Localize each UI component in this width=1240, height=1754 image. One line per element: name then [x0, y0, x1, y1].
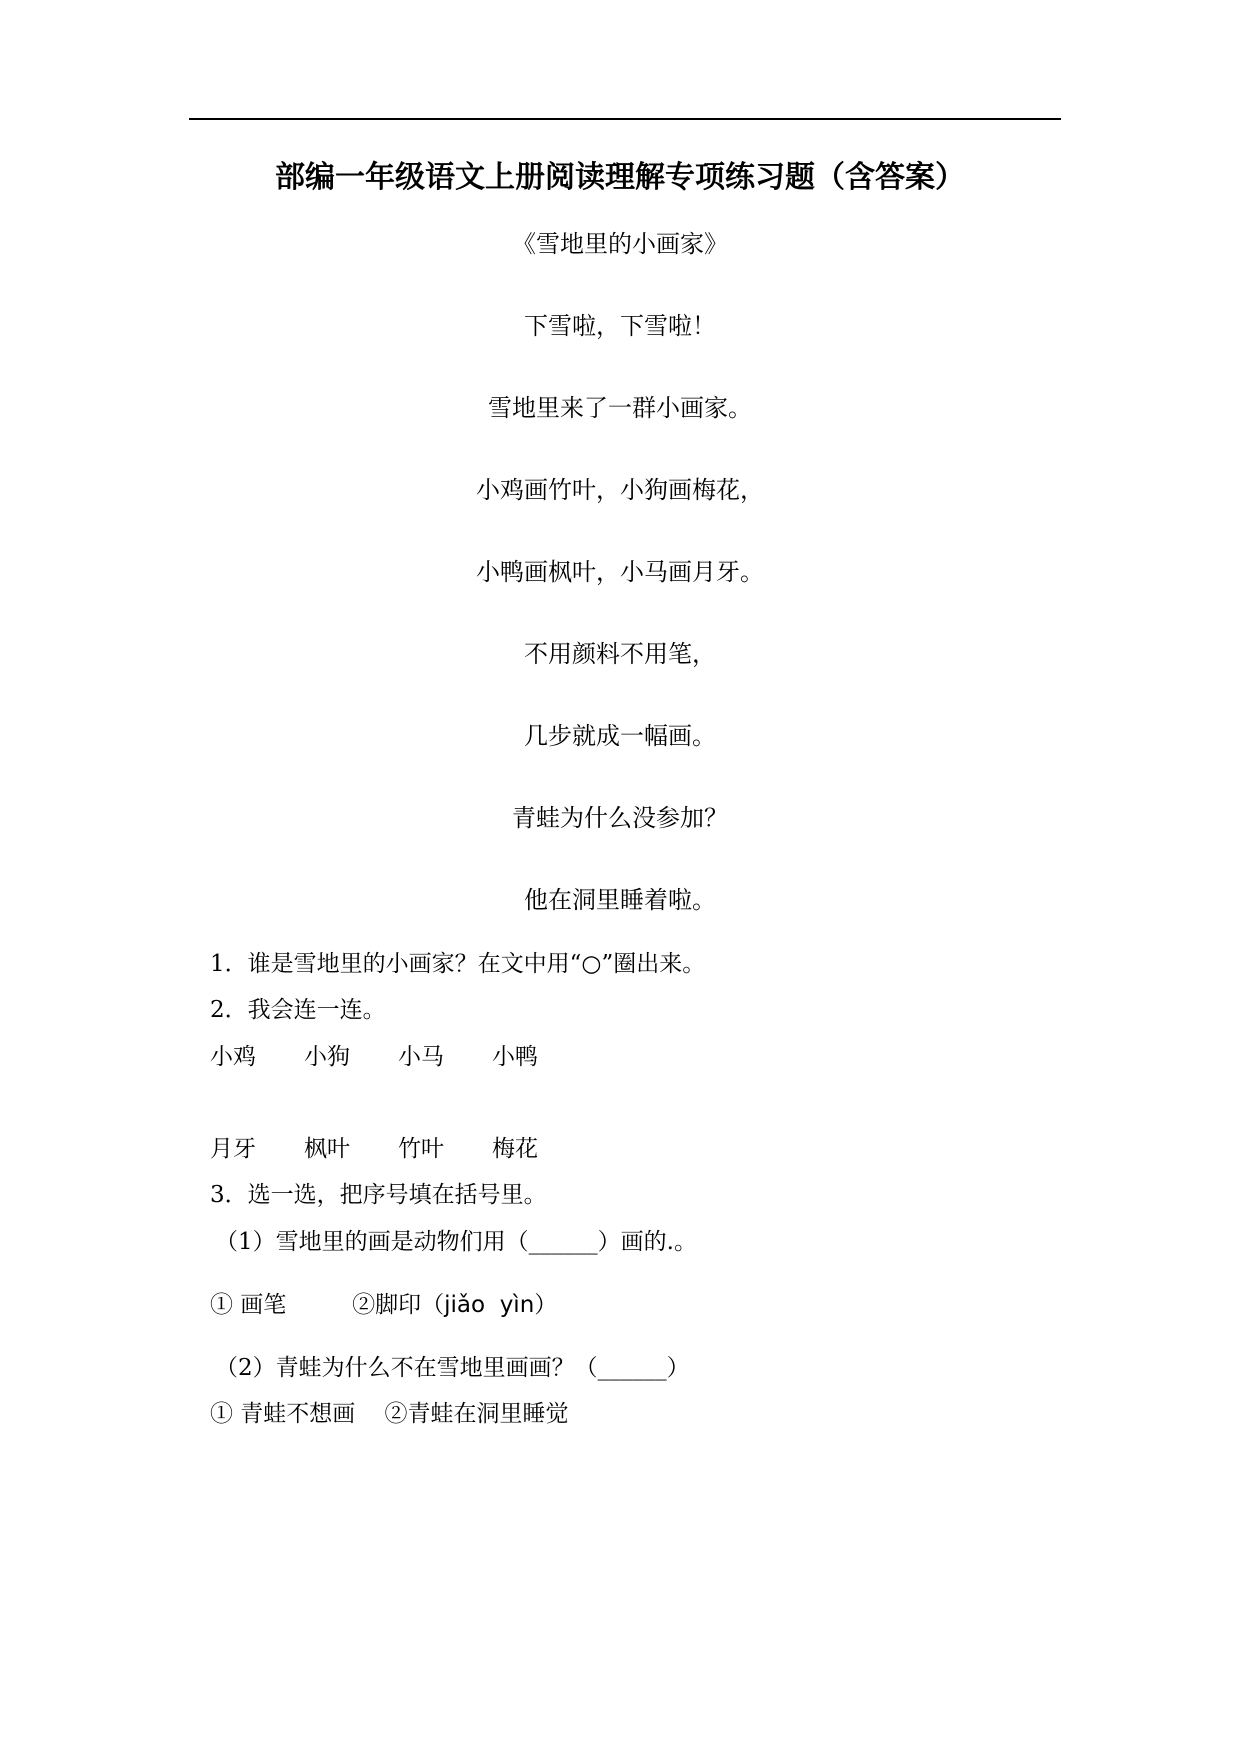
question-3-sub-1: （1）雪地里的画是动物们用（______）画的.。 — [215, 1229, 697, 1255]
poem-line-5: 不用颜料不用笔， — [524, 640, 716, 668]
animal-word: 小狗 — [304, 1044, 350, 1070]
poem-line-1: 下雪啦，下雪啦！ — [524, 312, 716, 340]
drawing-word: 枫叶 — [304, 1136, 350, 1162]
poem-line-2: 雪地里来了一群小画家。 — [488, 394, 752, 422]
drawing-word: 梅花 — [492, 1136, 538, 1162]
animal-word: 小鸭 — [492, 1044, 538, 1070]
option-a: ① 画笔 — [210, 1292, 287, 1318]
option-b-suffix: ） — [534, 1292, 558, 1318]
animal-word: 小马 — [398, 1044, 444, 1070]
poem-title: 《雪地里的小画家》 — [512, 230, 728, 258]
question-3-sub-2: （2）青蛙为什么不在雪地里画画？（______） — [215, 1355, 690, 1381]
poem-line-7: 青蛙为什么没参加？ — [512, 804, 728, 832]
drawing-word: 月牙 — [210, 1136, 256, 1162]
option-b-prefix: ②脚印（ — [352, 1292, 445, 1318]
header-rule — [189, 118, 1061, 120]
drawing-word: 竹叶 — [398, 1136, 444, 1162]
question-1: 1．谁是雪地里的小画家？在文中用“○”圈出来。 — [210, 951, 706, 977]
poem-line-8: 他在洞里睡着啦。 — [524, 886, 716, 914]
drawing-row — [210, 1133, 586, 1165]
poem-line-4: 小鸭画枫叶，小马画月牙。 — [476, 558, 764, 586]
question-3-sub-2-options: ① 青蛙不想画 ②青蛙在洞里睡觉 — [210, 1401, 569, 1427]
poem-line-6: 几步就成一幅画。 — [524, 722, 716, 750]
animal-word: 小鸡 — [210, 1044, 256, 1070]
question-2-prompt: 2．我会连一连。 — [210, 997, 386, 1023]
question-3-sub-1-options — [210, 1289, 557, 1321]
document-title: 部编一年级语文上册阅读理解专项练习题（含答案） — [275, 160, 965, 195]
option-b-pinyin: jiǎo yìn — [444, 1292, 535, 1318]
poem-line-3: 小鸡画竹叶，小狗画梅花， — [476, 476, 764, 504]
question-3-prompt: 3．选一选，把序号填在括号里。 — [210, 1182, 547, 1208]
animal-row — [210, 1041, 586, 1073]
